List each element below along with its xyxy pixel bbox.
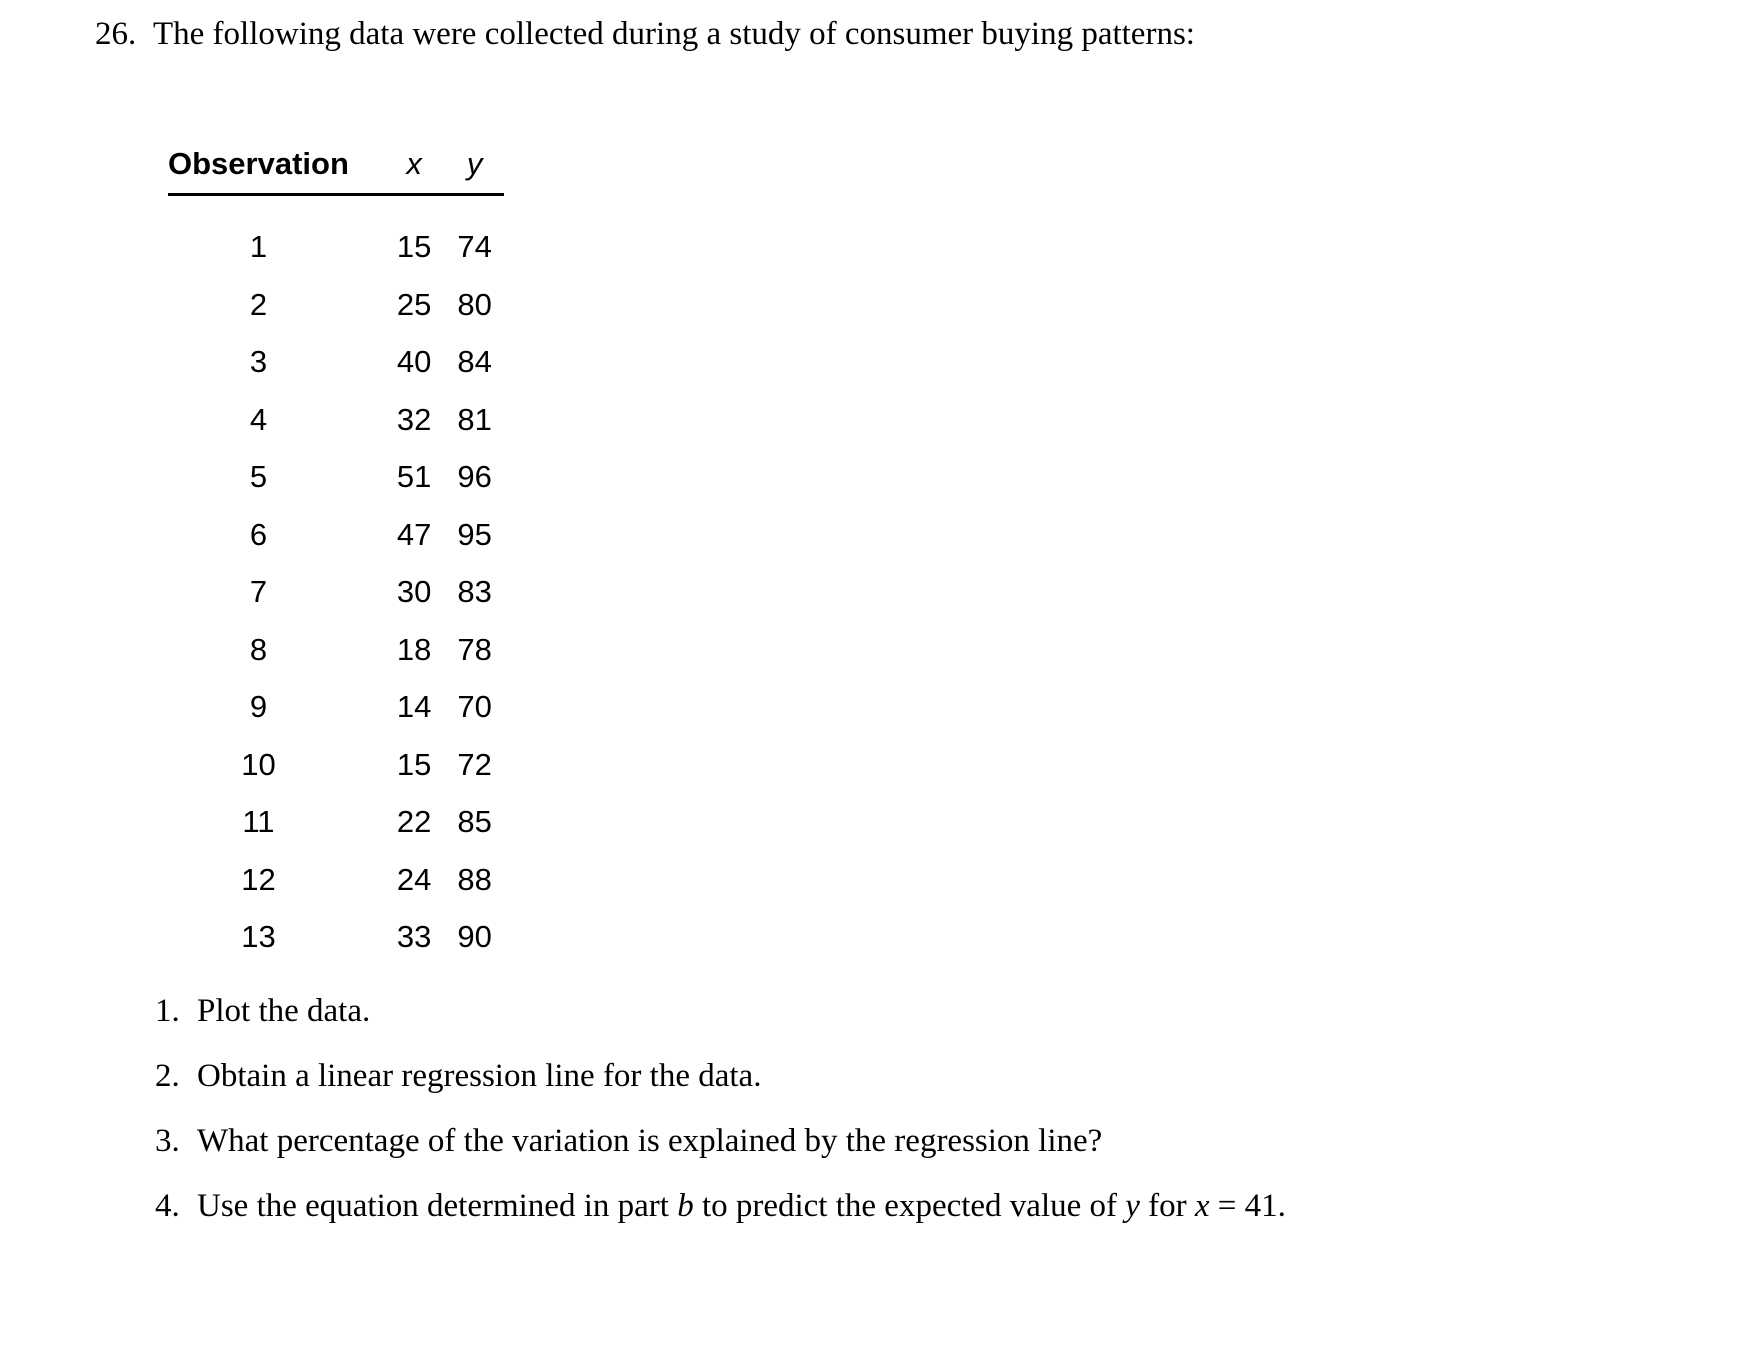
cell-y: 74 (457, 229, 492, 265)
cell-y: 95 (457, 516, 492, 552)
subquestion-number: 2. (155, 1058, 180, 1094)
cell-observation: 8 (249, 631, 268, 667)
cell-x: 15 (396, 746, 432, 782)
observation-data-table (168, 148, 504, 966)
question-stem (95, 12, 1195, 57)
cell-observation: 7 (249, 574, 268, 610)
column-header-y: y (439, 148, 503, 195)
cell-observation: 12 (241, 861, 276, 897)
cell-y: 72 (457, 746, 492, 782)
cell-x: 40 (396, 344, 432, 380)
column-header-observation: Observation (168, 148, 375, 195)
cell-x: 24 (396, 861, 432, 897)
subquestion-item (155, 1125, 1286, 1158)
cell-observation: 9 (249, 689, 268, 725)
table-row (168, 391, 504, 449)
cell-observation: 11 (242, 804, 275, 840)
cell-y: 70 (457, 689, 492, 725)
table-row (168, 506, 504, 564)
cell-y: 78 (457, 631, 492, 667)
cell-x: 47 (396, 516, 432, 552)
cell-x: 51 (396, 459, 432, 495)
cell-y: 88 (457, 861, 492, 897)
cell-y: 96 (457, 459, 492, 495)
cell-observation: 13 (241, 919, 276, 955)
subquestion-text-part-c: for (1148, 1188, 1187, 1224)
subquestion-number: 1. (155, 993, 180, 1029)
table-row (168, 678, 504, 736)
subquestion-text: What percentage of the variation is explained by the regression line? (197, 1123, 1103, 1159)
cell-observation: 5 (249, 459, 268, 495)
cell-x: 14 (396, 689, 432, 725)
table-row (168, 851, 504, 909)
subquestion-text-part-b: to predict the expected value of (701, 1188, 1117, 1224)
subquestion-number: 4. (155, 1188, 180, 1224)
column-header-x: x (375, 148, 439, 195)
table-row (168, 621, 504, 679)
cell-x: 22 (396, 804, 432, 840)
cell-y: 85 (457, 804, 492, 840)
cell-y: 81 (457, 401, 492, 437)
cell-y: 84 (457, 344, 492, 380)
subquestion-text: Obtain a linear regression line for the data. (197, 1058, 762, 1094)
cell-observation: 6 (249, 516, 268, 552)
subquestion-italic-x: x (1194, 1188, 1210, 1224)
subquestion-item (155, 1190, 1286, 1223)
data-table-container (168, 148, 504, 966)
subquestion-item (155, 1060, 1286, 1093)
cell-x: 25 (396, 286, 432, 322)
table-row (168, 736, 504, 794)
table-header (168, 148, 504, 195)
table-header-row (168, 148, 504, 195)
question-number: 26. (95, 16, 137, 52)
subquestion-number: 3. (155, 1123, 180, 1159)
table-row (168, 908, 504, 966)
table-body (168, 195, 504, 966)
cell-x: 32 (396, 401, 432, 437)
subquestion-text-part-a: Use the equation determined in part (197, 1188, 669, 1224)
subquestion-text: Plot the data. (197, 993, 371, 1029)
cell-observation: 4 (249, 401, 268, 437)
table-row (168, 793, 504, 851)
table-row (168, 448, 504, 506)
cell-observation: 1 (249, 229, 268, 265)
cell-x: 18 (396, 631, 432, 667)
cell-x: 33 (396, 919, 432, 955)
subquestion-text-part-d: = 41. (1217, 1188, 1286, 1224)
cell-observation: 3 (249, 344, 268, 380)
table-row (168, 563, 504, 621)
subquestion-item (155, 995, 1286, 1028)
cell-y: 83 (457, 574, 492, 610)
cell-y: 80 (457, 286, 492, 322)
cell-y: 90 (457, 919, 492, 955)
cell-observation: 10 (241, 746, 276, 782)
table-row (168, 333, 504, 391)
table-row (168, 195, 504, 276)
subquestion-list (155, 995, 1286, 1255)
question-text: The following data were collected during a study of consumer buying patterns: (153, 16, 1195, 52)
cell-x: 30 (396, 574, 432, 610)
cell-x: 15 (396, 229, 432, 265)
cell-observation: 2 (249, 286, 268, 322)
subquestion-italic-y: y (1125, 1188, 1140, 1224)
subquestion-italic-b: b (677, 1188, 694, 1224)
table-row (168, 276, 504, 334)
